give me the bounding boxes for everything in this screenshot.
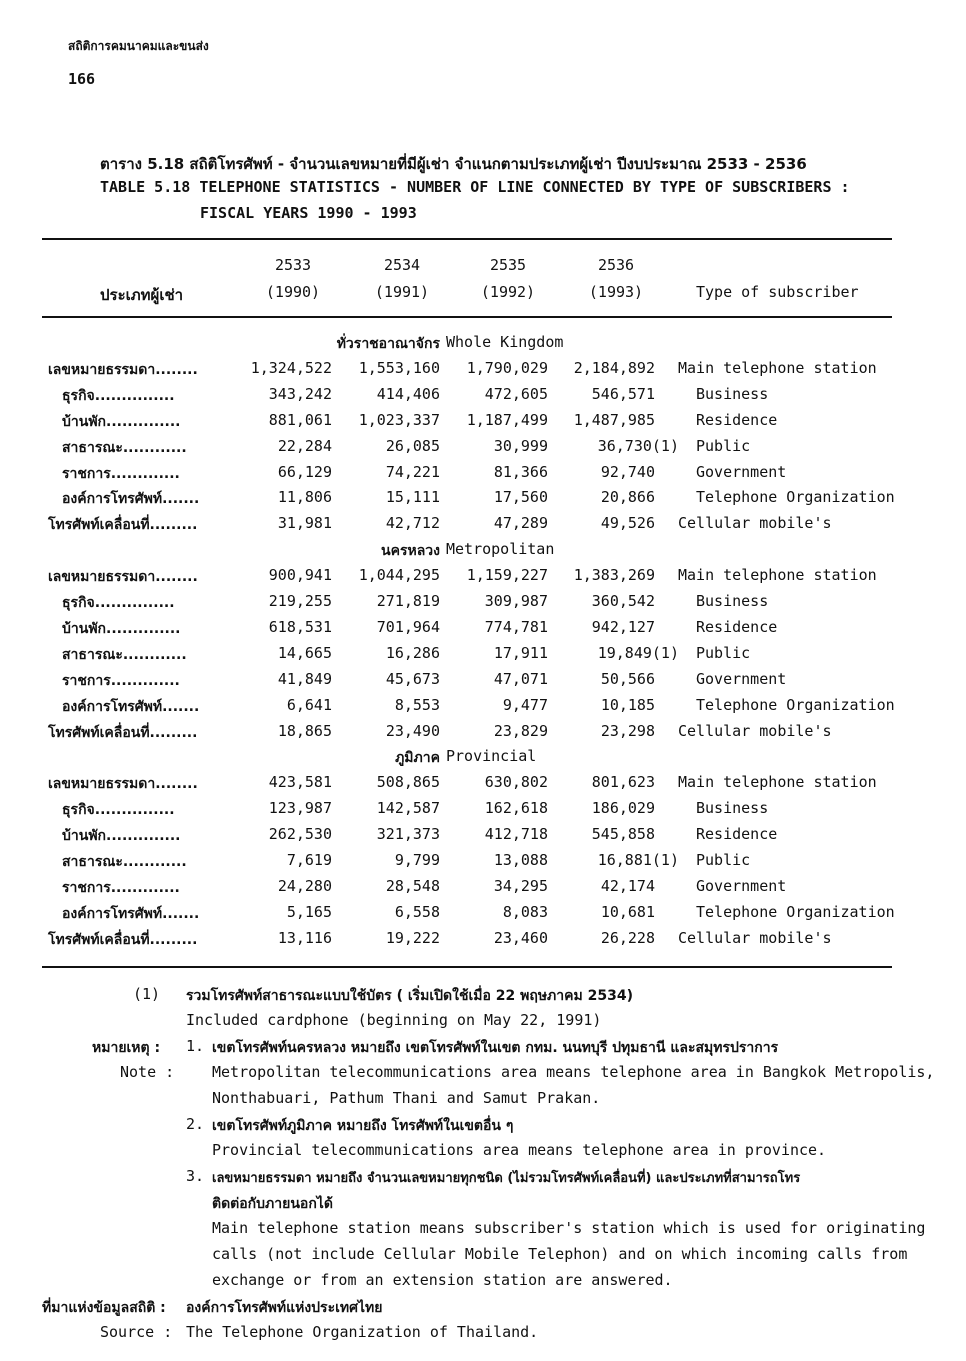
note-3-eng-c: exchange or from an extension station are answered. <box>212 1271 673 1289</box>
cell-value-4: 50,566 <box>600 669 655 688</box>
cell-value-1: 423,581 <box>268 773 332 792</box>
cell-value-4: 801,623 <box>591 773 655 792</box>
cell-value-3: 774,781 <box>484 617 548 636</box>
row-label-thai: เลขหมายธรรมดา........ <box>48 361 198 378</box>
row-label-thai: ธุรกิจ............... <box>62 802 175 819</box>
cell-value-2: 9,799 <box>394 851 440 869</box>
row-label-eng: Business <box>696 384 769 403</box>
cell-value-2: 1,553,160 <box>358 358 440 377</box>
note-2-eng: Provincial telecommunications area means telephone area in province. <box>212 1141 827 1159</box>
row-label-thai: โทรศัพท์เคลื่อนที่......... <box>48 724 198 741</box>
year-thai-3: 2535 <box>489 256 527 274</box>
cell-value-4: 92,740 <box>600 462 655 481</box>
cell-value-4: 186,029 <box>591 799 655 818</box>
table-bottom-rule <box>42 966 892 968</box>
row-label-eng: Public <box>696 436 751 455</box>
note-3-number: 3. <box>186 1167 205 1185</box>
row-label-thai: องค์การโทรศัพท์....... <box>62 698 200 715</box>
cell-value-4: 942,127 <box>591 617 655 636</box>
cell-value-1: 1,324,522 <box>250 358 332 377</box>
cell-value-1: 66,129 <box>277 462 332 481</box>
table-row <box>0 592 966 618</box>
cell-value-3: 23,460 <box>493 928 548 947</box>
cell-value-2: 701,964 <box>376 617 440 636</box>
cell-value-2: 16,286 <box>385 643 440 662</box>
cell-value-1: 41,849 <box>277 669 332 688</box>
row-label-thai: องค์การโทรศัพท์....... <box>62 491 200 508</box>
note-label-thai: หมายเหตุ : <box>92 1040 161 1056</box>
cell-value-2: 414,406 <box>376 384 440 403</box>
cell-value-2: 45,673 <box>385 669 440 688</box>
table-row <box>0 825 966 851</box>
cell-value-2: 74,221 <box>385 462 440 481</box>
footnote-1-eng: Included cardphone (beginning on May 22, 1991) <box>186 1011 602 1029</box>
cell-value-3: 309,987 <box>484 592 548 610</box>
table-row <box>0 488 966 514</box>
cell-value-1: 24,280 <box>277 876 332 895</box>
footnote-1-thai: รวมโทรศัพท์สาธารณะแบบใช้บัตร ( เริ่มเปิดใช้เมื่อ 22 พฤษภาคม 2534) <box>186 988 633 1004</box>
cell-value-2: 1,044,295 <box>358 566 440 585</box>
row-label-thai: เลขหมายธรรมดา........ <box>48 776 198 793</box>
cell-value-2: 271,819 <box>376 592 440 610</box>
cell-value-3: 630,802 <box>484 773 548 792</box>
cell-value-3: 81,366 <box>493 462 548 481</box>
cell-value-1: 881,061 <box>268 410 332 429</box>
table-title-eng: TABLE 5.18 TELEPHONE STATISTICS - NUMBER OF LINE CONNECTED BY TYPE OF SUBSCRIBERS : <box>100 178 850 196</box>
row-label-eng: Business <box>696 799 769 818</box>
table-row <box>0 463 966 489</box>
section-heading-eng: Metropolitan <box>446 540 555 559</box>
cell-value-4: 49,526 <box>600 514 655 533</box>
row-label-thai: สาธารณะ............ <box>62 646 187 663</box>
table-row <box>0 903 966 929</box>
cell-value-4: 42,174 <box>600 876 655 895</box>
cell-value-1: 18,865 <box>277 721 332 740</box>
note-1-thai: เขตโทรศัพท์นครหลวง หมายถึง เขตโทรศัพท์ในเขต กทม. นนทบุรี ปทุมธานี และสมุทรปราการ <box>212 1040 779 1056</box>
cell-value-2: 15,111 <box>385 488 440 507</box>
row-label-thai: ธุรกิจ............... <box>62 387 175 404</box>
note-3-thai-b: ติดต่อกับภายนอกได้ <box>212 1196 333 1212</box>
section-heading-eng: Provincial <box>446 747 537 766</box>
cell-value-3: 412,718 <box>484 825 548 844</box>
note-1-eng-a: Metropolitan telecommunications area means telephone area in Bangkok Metropolis, <box>212 1063 935 1081</box>
section-heading <box>0 333 966 359</box>
running-head: สถิติการคมนาคมและขนส่ง <box>68 39 209 53</box>
source-thai: องค์การโทรศัพท์แห่งประเทศไทย <box>186 1300 383 1316</box>
footnote-1-mark: (1) <box>133 985 161 1003</box>
cell-value-1: 11,806 <box>277 488 332 507</box>
year-thai-2: 2534 <box>383 256 421 274</box>
row-label-thai: บ้านพัก.............. <box>62 413 181 430</box>
row-label-thai: ราชการ............. <box>62 465 180 482</box>
row-label-thai: โทรศัพท์เคลื่อนที่......... <box>48 517 198 534</box>
cell-value-1: 22,284 <box>277 436 332 455</box>
note-1-number: 1. <box>186 1037 205 1055</box>
source-eng: The Telephone Organization of Thailand. <box>186 1323 539 1341</box>
row-label-thai: ราชการ............. <box>62 672 180 689</box>
table-row <box>0 514 966 540</box>
table-row <box>0 722 966 748</box>
cell-value-2: 28,548 <box>385 876 440 895</box>
row-label-eng: Main telephone station <box>678 773 877 792</box>
table-row <box>0 799 966 825</box>
note-3-thai-a: เลขหมายธรรมดา หมายถึง จำนวนเลขหมายทุกชนิด (ไม่รวมโทรศัพท์เคลื่อนที่) และประเภทที่สามารถโทร <box>212 1171 801 1186</box>
cell-value-4: 36,730(1) <box>597 436 679 455</box>
year-eng-1: (1990) <box>265 283 321 301</box>
row-label-eng: Public <box>696 851 751 869</box>
table-row <box>0 670 966 696</box>
cell-value-2: 42,712 <box>385 514 440 533</box>
note-1-eng-b: Nonthabuari, Pathum Thani and Samut Prakan. <box>212 1089 601 1107</box>
row-label-thai: สาธารณะ............ <box>62 439 187 456</box>
cell-value-1: 7,619 <box>286 851 332 869</box>
cell-value-2: 142,587 <box>376 799 440 818</box>
cell-value-4: 360,542 <box>591 592 655 610</box>
cell-value-3: 9,477 <box>502 695 548 714</box>
cell-value-1: 262,530 <box>268 825 332 844</box>
year-thai-1: 2533 <box>274 256 312 274</box>
cell-value-3: 17,560 <box>493 488 548 507</box>
row-label-thai: บ้านพัก.............. <box>62 828 181 845</box>
header-label-thai: ประเภทผู้เช่า <box>100 286 184 304</box>
section-heading <box>0 540 966 566</box>
cell-value-1: 31,981 <box>277 514 332 533</box>
cell-value-1: 219,255 <box>268 592 332 610</box>
table-row <box>0 385 966 411</box>
row-label-eng: Cellular mobile's <box>678 514 832 533</box>
row-label-thai: บ้านพัก.............. <box>62 620 181 637</box>
cell-value-1: 6,641 <box>286 695 332 714</box>
cell-value-4: 26,228 <box>600 928 655 947</box>
cell-value-3: 162,618 <box>484 799 548 818</box>
table-row <box>0 773 966 799</box>
section-heading-thai: นครหลวง <box>381 543 440 560</box>
cell-value-1: 618,531 <box>268 617 332 636</box>
cell-value-3: 13,088 <box>493 851 548 869</box>
row-label-thai: สาธารณะ............ <box>62 854 187 870</box>
section-heading-eng: Whole Kingdom <box>446 333 564 351</box>
cell-value-2: 1,023,337 <box>358 410 440 429</box>
cell-value-3: 1,159,227 <box>466 566 548 585</box>
cell-value-4: 1,383,269 <box>573 566 655 585</box>
table-row <box>0 929 966 955</box>
note-3-eng-b: calls (not include Cellular Mobile Telephon) and on which incoming calls from <box>212 1245 908 1263</box>
cell-value-3: 34,295 <box>493 876 548 895</box>
source-label-thai: ที่มาแห่งข้อมูลสถิติ : <box>42 1300 166 1316</box>
row-label-thai: ธุรกิจ............... <box>62 595 175 611</box>
row-label-eng: Cellular mobile's <box>678 928 832 947</box>
page-number: 166 <box>68 70 96 88</box>
table-row <box>0 877 966 903</box>
row-label-eng: Business <box>696 592 769 610</box>
cell-value-4: 10,185 <box>600 695 655 714</box>
table-row <box>0 359 966 385</box>
cell-value-3: 8,083 <box>502 902 548 921</box>
cell-value-3: 1,187,499 <box>466 410 548 429</box>
year-eng-2: (1991) <box>374 283 430 301</box>
row-label-eng: Telephone Organization <box>696 695 895 714</box>
table-row <box>0 618 966 644</box>
cell-value-4: 545,858 <box>591 825 655 844</box>
table-row <box>0 851 966 877</box>
cell-value-4: 20,866 <box>600 488 655 507</box>
cell-value-2: 508,865 <box>376 773 440 792</box>
year-eng-4: (1993) <box>588 283 644 301</box>
row-label-eng: Main telephone station <box>678 358 877 377</box>
header-label-eng: Type of subscriber <box>696 283 859 301</box>
row-label-eng: Telephone Organization <box>696 902 895 921</box>
table-title-thai: ตาราง 5.18 สถิติโทรศัพท์ - จำนวนเลขหมายที่มีผู้เช่า จำแนกตามประเภทผู้เช่า ปีงบประมาณ 2533 - 2536 <box>100 155 807 173</box>
cell-value-4: 16,881(1) <box>597 851 679 869</box>
cell-value-1: 14,665 <box>277 643 332 662</box>
cell-value-2: 19,222 <box>385 928 440 947</box>
note-3-eng-a: Main telephone station means subscriber's station which is used for originating <box>212 1219 926 1237</box>
cell-value-3: 30,999 <box>493 436 548 455</box>
row-label-eng: Government <box>696 669 787 688</box>
section-heading-thai: ทั่วราชอาณาจักร <box>336 336 440 352</box>
row-label-thai: ราชการ............. <box>62 879 180 896</box>
year-thai-4: 2536 <box>597 256 635 274</box>
cell-value-3: 17,911 <box>493 643 548 662</box>
row-label-eng: Government <box>696 462 787 481</box>
table-row <box>0 696 966 722</box>
cell-value-4: 2,184,892 <box>573 358 655 377</box>
row-label-thai: โทรศัพท์เคลื่อนที่......... <box>48 931 198 948</box>
row-label-eng: Residence <box>696 410 778 429</box>
row-label-eng: Residence <box>696 617 778 636</box>
section-heading-thai: ภูมิภาค <box>395 750 440 767</box>
row-label-eng: Public <box>696 643 751 662</box>
cell-value-2: 8,553 <box>394 695 440 714</box>
cell-value-1: 900,941 <box>268 566 332 585</box>
cell-value-3: 472,605 <box>484 384 548 403</box>
table-header-rule <box>42 316 892 318</box>
cell-value-4: 23,298 <box>600 721 655 740</box>
row-label-eng: Telephone Organization <box>696 488 895 507</box>
cell-value-2: 6,558 <box>394 902 440 921</box>
table-row <box>0 566 966 592</box>
cell-value-1: 343,242 <box>268 384 332 403</box>
row-label-thai: องค์การโทรศัพท์....... <box>62 905 200 922</box>
cell-value-2: 321,373 <box>376 825 440 844</box>
note-2-number: 2. <box>186 1115 205 1133</box>
table-row <box>0 411 966 437</box>
cell-value-3: 23,829 <box>493 721 548 740</box>
table-row <box>0 437 966 463</box>
cell-value-3: 47,071 <box>493 669 548 688</box>
cell-value-2: 23,490 <box>385 721 440 740</box>
row-label-eng: Government <box>696 876 787 895</box>
cell-value-4: 546,571 <box>591 384 655 403</box>
note-label-eng: Note : <box>120 1063 175 1081</box>
source-label-eng: Source : <box>100 1323 173 1341</box>
row-label-thai: เลขหมายธรรมดา........ <box>48 569 198 586</box>
cell-value-3: 1,790,029 <box>466 358 548 377</box>
row-label-eng: Main telephone station <box>678 566 877 585</box>
row-label-eng: Cellular mobile's <box>678 721 832 740</box>
section-heading <box>0 747 966 773</box>
row-label-eng: Residence <box>696 825 778 844</box>
year-eng-3: (1992) <box>480 283 536 301</box>
cell-value-1: 5,165 <box>286 902 332 921</box>
cell-value-1: 13,116 <box>277 928 332 947</box>
table-row <box>0 644 966 670</box>
cell-value-4: 1,487,985 <box>573 410 655 429</box>
cell-value-4: 19,849(1) <box>597 643 679 662</box>
note-2-thai: เขตโทรศัพท์ภูมิภาค หมายถึง โทรศัพท์ในเขตอื่น ๆ <box>212 1118 514 1134</box>
cell-value-3: 47,289 <box>493 514 548 533</box>
cell-value-1: 123,987 <box>268 799 332 818</box>
table-title-eng-years: FISCAL YEARS 1990 - 1993 <box>200 204 417 222</box>
cell-value-2: 26,085 <box>385 436 440 455</box>
cell-value-4: 10,681 <box>600 902 655 921</box>
table-top-rule <box>42 238 892 240</box>
